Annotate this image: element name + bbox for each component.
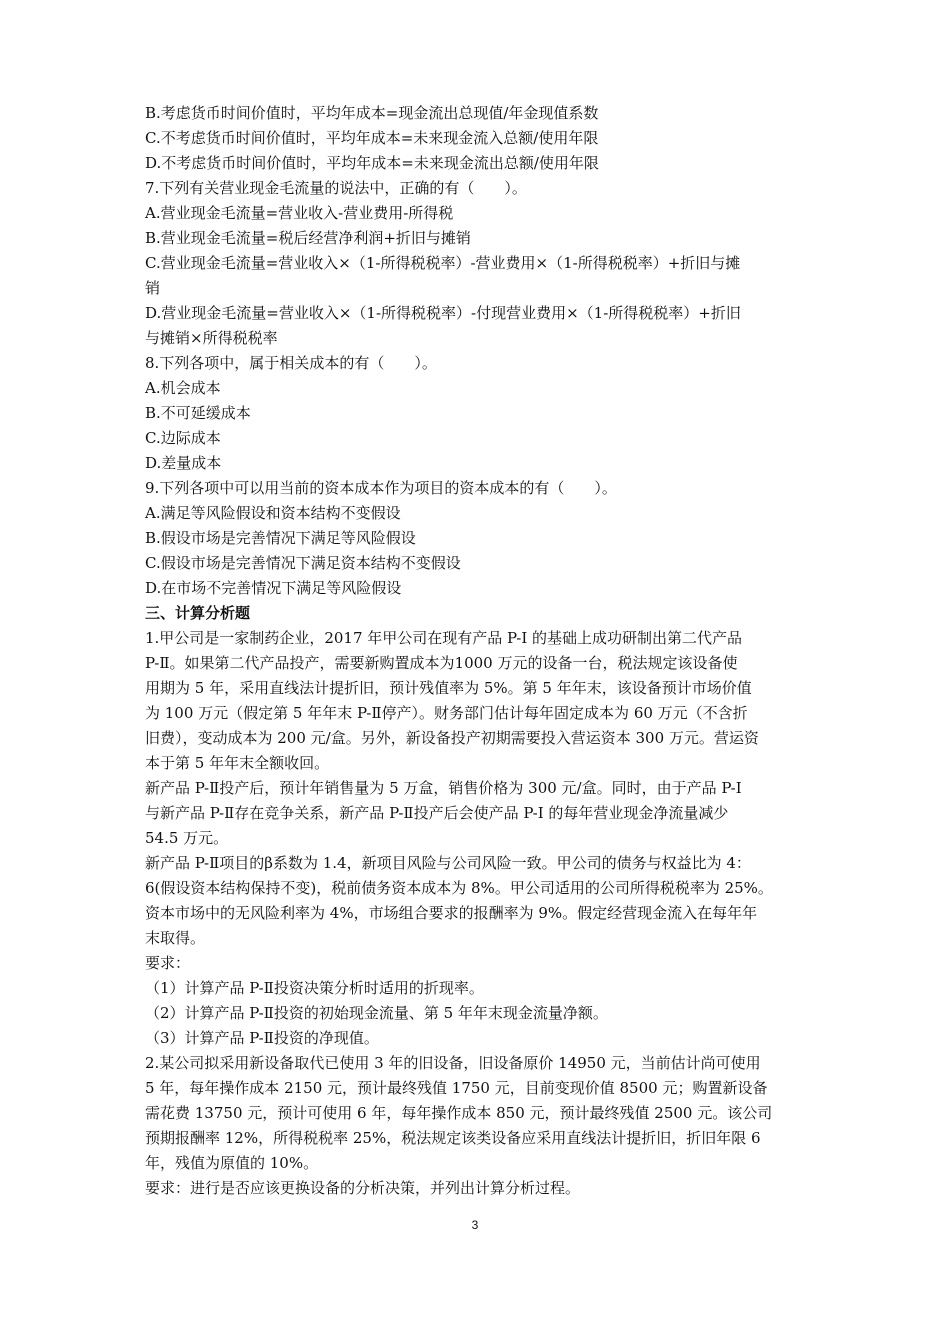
question-7: 7.下列有关营业现金毛流量的说法中，正确的有（ ）。 [145,179,527,197]
q7-option-b: B.营业现金毛流量=税后经营净利润+折旧与摊销 [145,229,471,247]
q8-option-d: D.差量成本 [145,454,222,472]
problem-1-line: 用期为 5 年，采用直线法计提折旧，预计残值率为 5%。第 5 年年末，该设备预计市场价值 [145,679,752,697]
problem-1-line: 54.5 万元。 [145,829,229,847]
problem-1-line: 本于第 5 年年末全额收回。 [145,754,330,772]
problem-1-line: 与新产品 P-Ⅱ存在竞争关系，新产品 P-Ⅱ投产后会使产品 P-I 的每年营业现金净流量减少 [145,804,729,822]
problem-1-line: 新产品 P-Ⅱ投产后，预计年销售量为 5 万盒，销售价格为 300 元/盒。同时，由于产品 P-I [145,779,742,797]
problem-1-line: 资本市场中的无风险利率为 4%，市场组合要求的报酬率为 9%。假定经营现金流入在每年年 [145,904,758,922]
q7-option-a: A.营业现金毛流量=营业收入-营业费用-所得税 [145,204,454,222]
problem-2-requirement: 要求：进行是否应该更换设备的分析决策，并列出计算分析过程。 [145,1179,581,1197]
option-d-line: D.不考虑货币时间价值时，平均年成本=未来现金流出总额/使用年限 [145,154,599,172]
q7-option-c: C.营业现金毛流量=营业收入×（1-所得税税率）-营业费用×（1-所得税税率）+折旧与摊 [145,254,741,272]
problem-2-line: 预期报酬率 12%，所得税税率 25%，税法规定该类设备应采用直线法计提折旧，折旧年限 6 [145,1129,761,1147]
problem-1-line: 旧费），变动成本为 200 元/盒。另外，新设备投产初期需要投入营运资本 300 万元。营运资 [145,729,759,747]
problem-2-line: 需花费 13750 元，预计可使用 6 年，每年操作成本 850 元，预计最终残值 2500 元。该公司 [145,1104,773,1122]
q8-option-a: A.机会成本 [145,379,221,397]
q9-option-c: C.假设市场是完善情况下满足资本结构不变假设 [145,554,461,572]
q9-option-a: A.满足等风险假设和资本结构不变假设 [145,504,401,522]
q9-option-b: B.假设市场是完善情况下满足等风险假设 [145,529,416,547]
problem-2-line: 年，残值为原值的 10%。 [145,1154,319,1172]
q9-option-d: D.在市场不完善情况下满足等风险假设 [145,579,402,597]
requirements-label: 要求： [145,954,191,972]
option-c-line: C.不考虑货币时间价值时，平均年成本=未来现金流入总额/使用年限 [145,129,599,147]
q8-option-b: B.不可延缓成本 [145,404,251,422]
problem-2-line: 5 年，每年操作成本 2150 元，预计最终残值 1750 元，目前变现价值 8500 元；购置新设备 [145,1079,768,1097]
requirement-2: （2）计算产品 P-Ⅱ投资的初始现金流量、第 5 年年末现金流量净额。 [145,1004,608,1022]
q7-option-c-cont: 销 [145,279,161,297]
problem-2-line: 2.某公司拟采用新设备取代已使用 3 年的旧设备，旧设备原价 14950 元，当前估计尚可使用 [145,1054,761,1072]
requirement-1: （1）计算产品 P-Ⅱ投资决策分析时适用的折现率。 [145,979,484,997]
problem-1-line: 新产品 P-Ⅱ项目的β系数为 1.4，新项目风险与公司风险一致。甲公司的债务与权益比为 4： [145,854,751,872]
q8-option-c: C.边际成本 [145,429,221,447]
document-body [145,101,813,1201]
problem-1-line: 1.甲公司是一家制药企业，2017 年甲公司在现有产品 P-I 的基础上成功研制出第二代产品 [145,629,743,647]
problem-1-line: 为 100 万元（假定第 5 年年末 P-Ⅱ停产）。财务部门估计每年固定成本为 60 万元（不含折 [145,704,748,722]
section-heading: 三、计算分析题 [145,604,251,622]
option-b-line: B.考虑货币时间价值时，平均年成本=现金流出总现值/年金现值系数 [145,104,599,122]
problem-1-line: P-Ⅱ。如果第二代产品投产，需要新购置成本为1000 万元的设备一台，税法规定该设备使 [145,654,738,672]
q7-option-d: D.营业现金毛流量=营业收入×（1-所得税税率）-付现营业费用×（1-所得税税率）+折旧 [145,304,741,322]
q7-option-d-cont: 与摊销×所得税税率 [145,329,278,347]
question-8: 8.下列各项中，属于相关成本的有（ ）。 [145,354,437,372]
problem-1-line: 6(假设资本结构保持不变)，税前债务资本成本为 8%。甲公司适用的公司所得税税率为 25%。 [145,879,773,897]
question-9: 9.下列各项中可以用当前的资本成本作为项目的资本成本的有（ ）。 [145,479,617,497]
page-number: 3 [471,1218,479,1232]
problem-1-line: 末取得。 [145,929,206,947]
requirement-3: （3）计算产品 P-Ⅱ投资的净现值。 [145,1029,379,1047]
